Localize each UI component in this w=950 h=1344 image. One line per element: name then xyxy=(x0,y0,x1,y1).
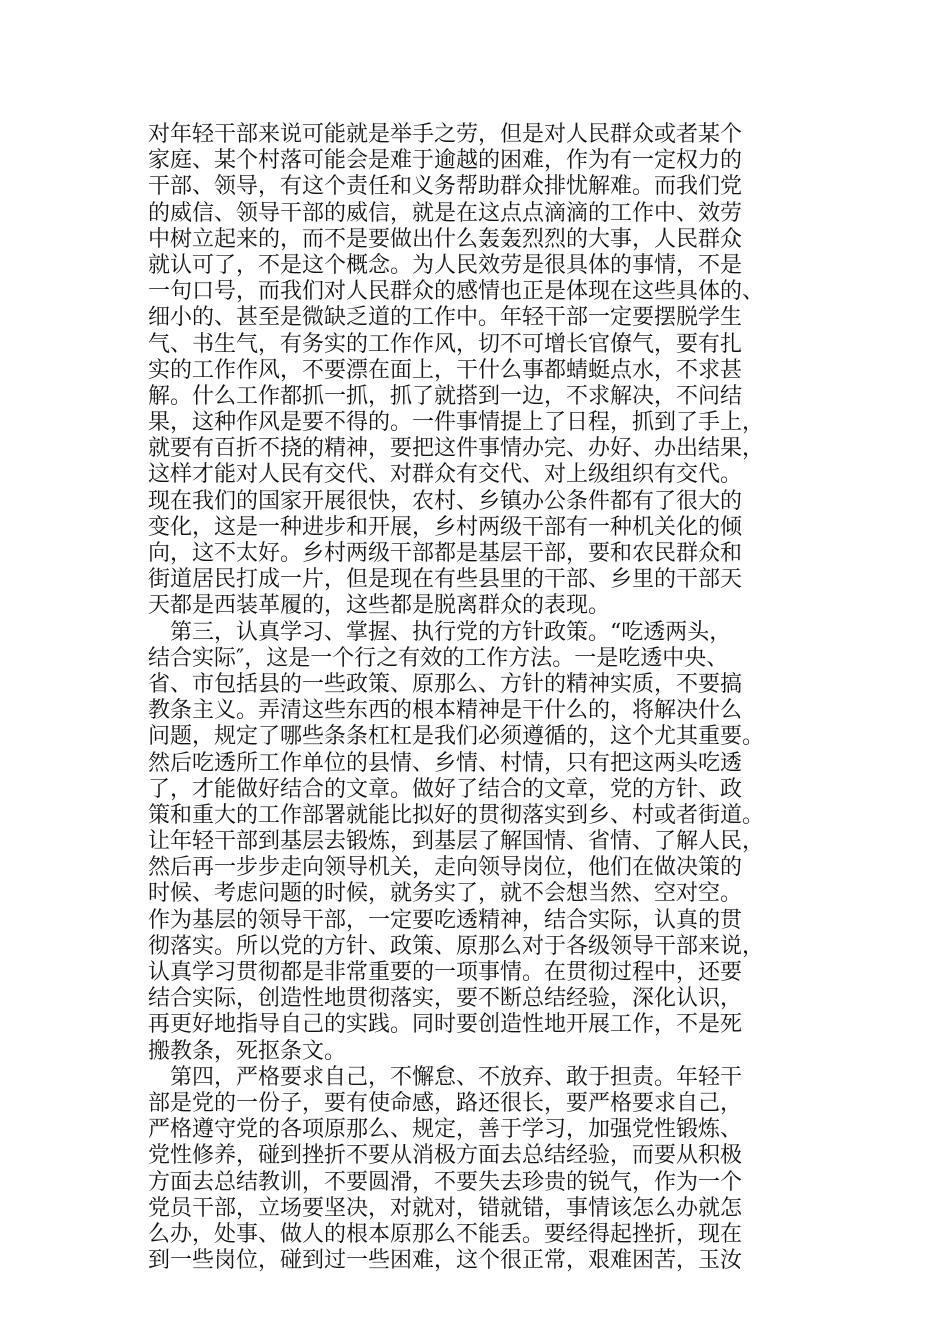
text-line: 气、书生气，有务实的工作作风，切不可增长官僚气，要有扎 xyxy=(148,331,743,357)
text-line: 严格遵守党的各项原那么、规定，善于学习，加强党性锻炼、 xyxy=(148,1117,743,1143)
text-line: 中树立起来的，而不是要做出什么轰轰烈烈的大事，人民群众 xyxy=(148,226,743,252)
text-line: 结合实际，创造性地贯彻落实，要不断总结经验，深化认识， xyxy=(148,986,743,1012)
text-line: 干部、领导，有这个责任和义务帮助群众排忧解难。而我们党 xyxy=(148,174,743,200)
text-line: 就要有百折不挠的精神，要把这件事情办完、办好、办出结果， xyxy=(148,436,765,462)
text-line: 再更好地指导自己的实践。同时要创造性地开展工作，不是死 xyxy=(148,1012,743,1038)
text-line: 省、市包括县的一些政策、原那么、方针的精神实质，不要搞 xyxy=(148,671,743,697)
text-line: 就认可了，不是这个概念。为人民效劳是很具体的事情，不是 xyxy=(148,252,743,278)
text-line: 细小的、甚至是微缺乏道的工作中。年轻干部一定要摆脱学生 xyxy=(148,305,743,331)
text-line: 一句口号，而我们对人民群众的感情也正是体现在这些具体的、 xyxy=(148,279,765,305)
text-line: 天都是西装革履的，这些都是脱离群众的表现。 xyxy=(148,593,611,619)
text-line: 到一些岗位，碰到过一些困难，这个很正常，艰难困苦，玉汝 xyxy=(148,1248,743,1274)
text-line: 家庭、某个村落可能会是难于逾越的困难，作为有一定权力的 xyxy=(148,148,743,174)
text-line: 实的工作作风，不要漂在面上，干什么事都蜻蜓点水，不求甚 xyxy=(148,357,743,383)
text-line: 街道居民打成一片，但是现在有些县里的干部、乡里的干部天 xyxy=(148,567,743,593)
text-line: 对年轻干部来说可能就是举手之劳，但是对人民群众或者某个 xyxy=(148,122,743,147)
text-line: 的威信、领导干部的威信，就是在这点点滴滴的工作中、效劳 xyxy=(148,200,743,226)
text-line: 搬教条，死抠条文。 xyxy=(148,1038,347,1064)
text-line: 策和重大的工作部署就能比拟好的贯彻落实到乡、村或者街道。 xyxy=(148,802,765,828)
text-line: 变化，这是一种进步和开展，乡村两级干部有一种机关化的倾 xyxy=(148,514,743,540)
text-line: 么办，处事、做人的根本原那么不能丢。要经得起挫折，现在 xyxy=(148,1221,743,1247)
text-line: 教条主义。弄清这些东西的根本精神是干什么的，将解决什么 xyxy=(148,698,743,724)
text-line: 然后再一步步走向领导机关，走向领导岗位，他们在做决策的 xyxy=(148,855,743,881)
text-line: 彻落实。所以党的方针、政策、原那么对于各级领导干部来说， xyxy=(148,933,765,959)
text-line: 作为基层的领导干部，一定要吃透精神，结合实际，认真的贯 xyxy=(148,907,743,933)
text-line: 解。什么工作都抓一抓，抓了就搭到一边，不求解决，不问结 xyxy=(148,383,743,409)
text-line: 方面去总结教训，不要圆滑，不要失去珍贵的锐气，作为一个 xyxy=(148,1169,743,1195)
text-line: 党员干部，立场要坚决，对就对，错就错，事情该怎么办就怎 xyxy=(148,1195,743,1221)
text-line: 了，才能做好结合的文章。做好了结合的文章，党的方针、政 xyxy=(148,776,743,802)
text-line: 让年轻干部到基层去锻炼，到基层了解国情、省情、了解人民， xyxy=(148,829,765,855)
text-line: 问题，规定了哪些条条杠杠是我们必须遵循的，这个尤其重要。 xyxy=(148,724,765,750)
text-line: 果，这种作风是要不得的。一件事情提上了日程，抓到了手上， xyxy=(148,410,765,436)
text-line: 这样才能对人民有交代、对群众有交代、对上级组织有交代。 xyxy=(148,462,743,488)
text-line: 第三，认真学习、掌握、执行党的方针政策。“吃透两头， xyxy=(148,619,732,645)
text-line: 认真学习贯彻都是非常重要的一项事情。在贯彻过程中，还要 xyxy=(148,960,743,985)
text-line: 向，这不太好。乡村两级干部都是基层干部，要和农民群众和 xyxy=(148,541,743,566)
text-line: 现在我们的国家开展很快，农村、乡镇办公条件都有了很大的 xyxy=(148,488,743,514)
text-line: 结合实际″，这是一个行之有效的工作方法。一是吃透中央、 xyxy=(148,645,729,671)
text-line: 时候、考虑问题的时候，就务实了，就不会想当然、空对空。 xyxy=(148,881,743,907)
text-line: 然后吃透所工作单位的县情、乡情、村情，只有把这两头吃透 xyxy=(148,750,743,776)
text-line: 党性修养，碰到挫折不要从消极方面去总结经验，而要从积极 xyxy=(148,1143,743,1169)
document-body xyxy=(148,122,808,1274)
text-line: 第四，严格要求自己，不懈怠、不放弃、敢于担责。年轻干 xyxy=(148,1064,743,1090)
text-line: 部是党的一份子，要有使命感，路还很长，要严格要求自己， xyxy=(148,1090,743,1116)
